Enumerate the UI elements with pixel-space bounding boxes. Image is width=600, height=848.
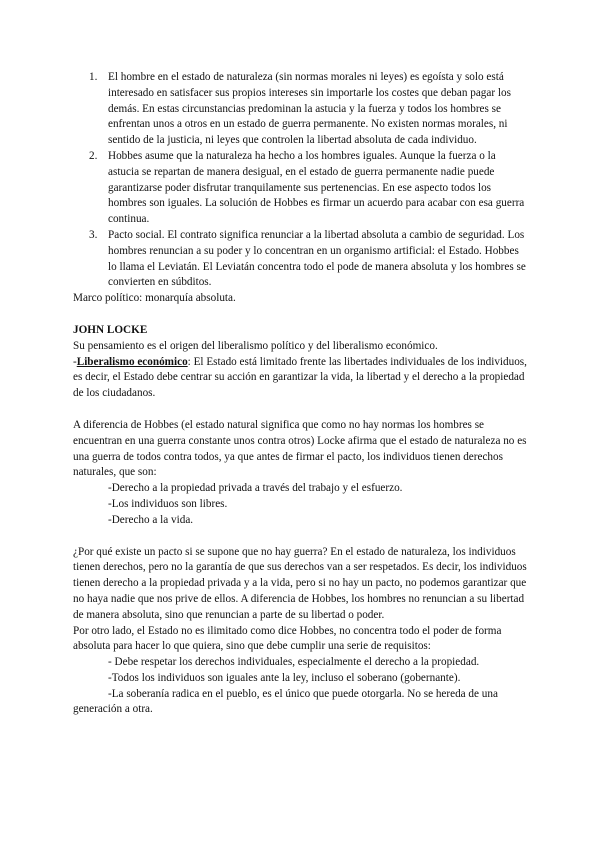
- list-item: [73, 70, 529, 149]
- list-item-text: El hombre en el estado de naturaleza (sin normas morales ni leyes) es egoísta y solo está interesado en satisfacer sus propios intereses sin importarle los costes que deban pagar los demás. En estas circunstancias predominan la astucia y la fuerza y todos los hombres se enfrentan unos a otros en un estado de guerra permanente. No existen normas morales, ni sentido de la justicia, ni leyes que controlen la libertad absoluta de cada individuo.: [108, 71, 511, 147]
- locke-intro: Su pensamiento es el origen del liberalismo político y del liberalismo económico.: [73, 339, 438, 352]
- list-number: 2.: [89, 149, 98, 162]
- diferencia-paragraph: A diferencia de Hobbes (el estado natural significa que como no hay normas los hombres se encuentran en una guerra constante unos contra otros) Locke afirma que el estado de naturaleza no es una guerra de todos contra todos, ya que antes de firmar el pacto, los individuos tienen derechos naturales, que son:: [73, 418, 527, 479]
- liberalismo-label: Liberalismo económico: [76, 355, 188, 368]
- list-item-text: Hobbes asume que la naturaleza ha hecho a los hombres iguales. Aunque la fuerza o la astucia se repartan de manera desigual, en el estado de guerra permanente nadie puede garantizarse poder disfrutar tranquilamente sus pertenencias. En ese aspecto todos los hombres son iguales. La solución de Hobbes es firmar un acuerdo para acabar con esa guerra continua.: [108, 149, 525, 226]
- liberalismo-paragraph: [73, 355, 529, 402]
- list-item: [73, 149, 529, 228]
- derecho-item: -Derecho a la propiedad privada a través del trabajo y el esfuerzo.: [108, 482, 403, 495]
- soberania-paragraph: -La soberanía radica en el pueblo, es el único que puede otorgarla. No se hereda de una generación a otra.: [73, 687, 498, 716]
- derecho-item: -Derecho a la vida.: [108, 513, 194, 526]
- list-number: 1.: [89, 71, 98, 83]
- liberalismo-text: : El Estado está limitado frente las libertades individuales de los individuos, es decir, el Estado debe centrar su acción en garantizar la vida, la libertad y el derecho a la propiedad de los ciudadanos.: [73, 355, 527, 400]
- derecho-item: -Los individuos son libres.: [108, 497, 228, 510]
- marco-politico: Marco político: monarquía absoluta.: [73, 292, 236, 305]
- list-item-text: Pacto social. El contrato significa renunciar a la libertad absoluta a cambio de seguridad. Los hombres renuncian a su poder y lo concentran en un organismo artificial: el Estado. Hobbes lo llama el Leviatán. El Leviatán concentra todo el pode de manera absoluta y los hombres se convierten en súbditos.: [108, 228, 526, 289]
- requisito-item: - Debe respetar los derechos individuales, especialmente el derecho a la propiedad.: [108, 656, 480, 669]
- pregunta-paragraph: ¿Por qué existe un pacto si se supone que no hay guerra? En el estado de naturaleza, los individuos tienen derechos, pero no la garantía de que sus derechos van a ser respetados. Es decir, los individuos tienen derecho a la propiedad privada y a la vida, pero si no hay un pacto, no podemos garantizar que no haya nadie que nos prive de ellos. A diferencia de Hobbes, los hombres no renuncian a su libertad de manera absoluta, sino que renuncian a parte de su libertad o poder.: [73, 545, 527, 621]
- document-page: [73, 70, 529, 718]
- requisito-item: -Todos los individuos son iguales ante la ley, incluso el soberano (gobernante).: [108, 671, 461, 684]
- liberalismo-dash: -: [73, 355, 77, 368]
- list-item: [73, 228, 529, 291]
- locke-heading: JOHN LOCKE: [73, 323, 148, 336]
- hobbes-list: [73, 70, 529, 291]
- otro-lado-paragraph: Por otro lado, el Estado no es ilimitado como dice Hobbes, no concentra todo el poder de forma absoluta para hacer lo que quiera, sino que debe cumplir una serie de requisitos:: [73, 624, 502, 653]
- list-number: 3.: [89, 228, 98, 241]
